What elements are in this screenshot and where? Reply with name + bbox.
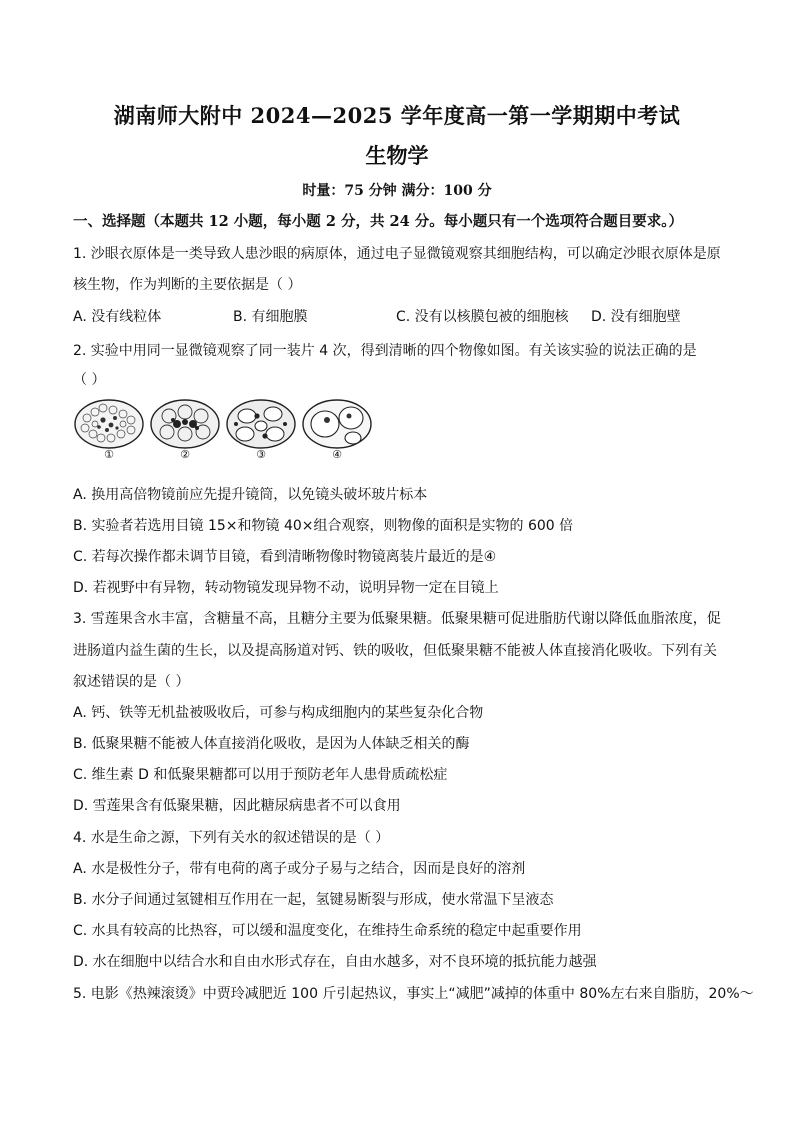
section-heading: 一、选择题（本题共 12 小题，每小题 2 分，共 24 分。每小题只有一个选项符合题目要求。）: [73, 213, 683, 230]
q2-option-c: C. 若每次操作都未调节目镜，看到清晰物像时物镜离装片最近的是④: [73, 549, 497, 565]
subject-title: 生物学: [365, 143, 429, 168]
q2-option-a: A. 换用高倍物镜前应先提升镜筒，以免镜头破坏玻片标本: [73, 487, 428, 503]
q3-stem-line2: 进肠道内益生菌的生长，以及提高肠道对钙、铁的吸收，但低聚果糖不能被人体直接消化吸收。下列有关: [73, 643, 717, 659]
q4-option-c: C. 水具有较高的比热容，可以缓和温度变化，在维持生命系统的稳定中起重要作用: [73, 923, 582, 939]
q1-option-a: A. 没有线粒体: [73, 309, 162, 325]
q2-option-d: D. 若视野中有异物，转动物镜发现异物不动，说明异物一定在目镜上: [73, 580, 499, 596]
q3-stem-line3: 叙述错误的是（ ）: [73, 674, 190, 690]
q4-option-a: A. 水是极性分子，带有电荷的离子或分子易与之结合，因而是良好的溶剂: [73, 861, 526, 877]
q4-option-b: B. 水分子间通过氢键相互作用在一起，氢键易断裂与形成，使水常温下呈液态: [73, 892, 554, 908]
q1-option-d: D. 没有细胞壁: [591, 309, 681, 325]
exam-title: 湖南师大附中 2024—2025 学年度高一第一学期期中考试: [113, 103, 681, 128]
q3-option-a: A. 钙、铁等无机盐被吸收后，可参与构成细胞内的某些复杂化合物: [73, 705, 484, 721]
figure-label-2: ②: [180, 448, 190, 461]
exam-meta: 时量：75 分钟 满分：100 分: [302, 183, 492, 199]
q1-stem-line1: 1. 沙眼衣原体是一类导致人患沙眼的病原体，通过电子显微镜观察其细胞结构，可以确定沙眼衣原体是原: [73, 246, 721, 262]
figure-label-1: ①: [104, 448, 114, 461]
q2-stem-line2: （ ）: [73, 372, 106, 388]
figure-label-4: ④: [332, 448, 342, 461]
q3-option-d: D. 雪莲果含有低聚果糖，因此糖尿病患者不可以食用: [73, 798, 401, 814]
q4-stem-line1: 4. 水是生命之源，下列有关水的叙述错误的是（ ）: [73, 830, 390, 846]
microscope-view-2: [149, 398, 221, 454]
q2-stem-line1: 2. 实验中用同一显微镜观察了同一装片 4 次，得到清晰的四个物像如图。有关该实验的说法正确的是: [73, 343, 697, 359]
q1-stem-line2: 核生物，作为判断的主要依据是（ ）: [73, 277, 302, 293]
q3-stem-line1: 3. 雪莲果含水丰富，含糖量不高，且糖分主要为低聚果糖。低聚果糖可促进脂肪代谢以降低血脂浓度，促: [73, 611, 721, 627]
q1-option-c: C. 没有以核膜包被的细胞核: [396, 309, 569, 325]
q2-option-b: B. 实验者若选用目镜 15×和物镜 40×组合观察，则物像的面积是实物的 600 倍: [73, 518, 574, 534]
microscope-view-1: [73, 398, 145, 454]
microscope-view-3: [225, 398, 297, 454]
figure-label-3: ③: [256, 448, 266, 461]
microscope-figure: [73, 398, 363, 466]
q4-option-d: D. 水在细胞中以结合水和自由水形式存在，自由水越多，对不良环境的抵抗能力越强: [73, 954, 597, 970]
microscope-view-4: [301, 398, 373, 454]
q1-option-b: B. 有细胞膜: [233, 309, 308, 325]
q3-option-c: C. 维生素 D 和低聚果糖都可以用于预防老年人患骨质疏松症: [73, 767, 448, 783]
q5-stem-line1: 5. 电影《热辣滚烫》中贾玲减肥近 100 斤引起热议，事实上“减肥”减掉的体重中 80%左右来自脂肪，20%～: [73, 986, 754, 1002]
q3-option-b: B. 低聚果糖不能被人体直接消化吸收，是因为人体缺乏相关的酶: [73, 736, 470, 752]
